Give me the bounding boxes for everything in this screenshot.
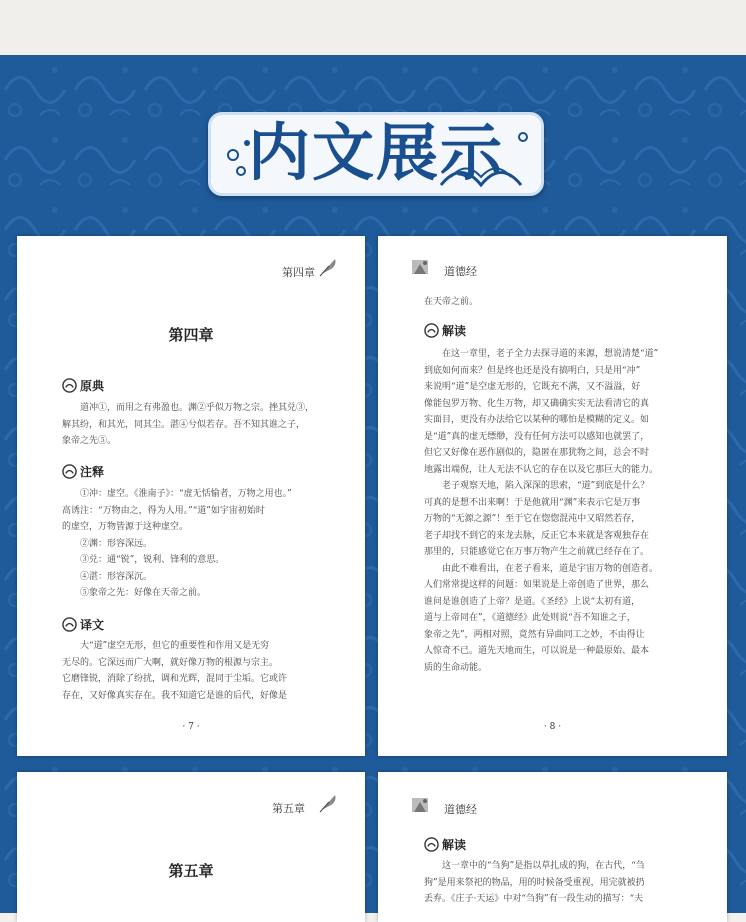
reading-line: 在这一章里，老子全力去探寻道的来源，想说清楚“道”	[442, 349, 659, 359]
reading-line: 是“道”真的虚无缥缈，没有任何方法可以感知也就罢了，	[424, 431, 650, 442]
reading-line: 人惊奇不已。道先天地而生，可以说是一种最原始、最本	[424, 646, 650, 656]
notes-text	[62, 486, 344, 602]
quill-icon	[317, 256, 339, 278]
translation-line: 大“道”虚空无形，但它的重要性和作用又是无穷	[80, 641, 270, 651]
section-reading-label: 解读	[442, 838, 467, 852]
running-head: 道德经	[444, 265, 477, 278]
reading-line: 实面目，更没有办法给它以某种的哪怕是模糊的定义。如	[424, 415, 650, 425]
section-mark-icon	[62, 617, 77, 632]
section-reading	[424, 836, 466, 853]
original-text	[62, 400, 344, 450]
note-line: 的虚空，万物皆源于这种虚空。	[62, 522, 189, 532]
section-reading-label: 解读	[442, 324, 467, 338]
reading-line: 丢弃。《庄子·天运》中对“刍狗”有一段生动的描写：“夫	[424, 894, 644, 904]
page-number: · 8 ·	[543, 722, 562, 732]
note-line: ③兑：通“锐”，锐利、锋利的意思。	[80, 555, 225, 565]
reading-line: 象帝之先”，两相对照，竟然有异曲同工之妙，不由得让	[424, 629, 645, 640]
chapter-title: 第五章	[168, 862, 214, 880]
quill-icon	[317, 792, 339, 814]
running-head: 第四章	[282, 266, 315, 279]
section-banner	[208, 112, 544, 196]
chapter-title: 第四章	[168, 326, 214, 344]
running-head: 道德经	[444, 803, 477, 816]
reading-line: 那里的，只能感觉它在万事万物产生之前就已经存在了。	[424, 547, 650, 557]
section-mark-icon	[424, 323, 439, 338]
translation-text	[62, 638, 344, 704]
reading-line: 到底如何而来？但是终也还是没有搞明白，只是用“冲”	[424, 365, 641, 376]
section-original	[62, 377, 104, 394]
original-line: 解其纷，和其光，同其尘。湛④兮似若存。吾不知其谁之子，	[62, 419, 306, 430]
section-mark-icon	[62, 464, 77, 479]
translation-line: 它磨锋锐，消除了纷扰，调和光辉，混同于尘垢。它或许	[62, 674, 288, 684]
reading-line: 这一章中的“刍狗”是指以草扎成的狗，在古代，“刍	[442, 861, 645, 871]
section-translation-label: 译文	[80, 618, 105, 632]
reading-line: 狗”是用来祭祀的物品，用的时候备受重视，用完就被扔	[424, 877, 645, 888]
original-line: 象帝之先⑤。	[62, 436, 117, 446]
section-mark-icon	[424, 837, 439, 852]
book-logo-icon	[410, 794, 432, 816]
reading-line: 可真的是想不出来啊！于是他就用“渊”来表示它是万事	[424, 497, 641, 508]
top-band	[0, 0, 746, 55]
section-notes-label: 注释	[80, 465, 105, 479]
note-line: ②渊：形容深远。	[80, 538, 153, 549]
reading-line: 地露出端倪，让人无法不认它的存在以及它那巨大的能力。	[424, 464, 659, 475]
book-page-8	[378, 236, 727, 756]
reading-line: 谁问是谁创造了上帝？是道。《圣经》上说“太初有道，	[424, 596, 641, 607]
translation-line: 无尽的。它深远而广大啊，就好像万物的根源与宗主。	[62, 657, 279, 668]
section-mark-icon	[62, 378, 77, 393]
reading-line: 质的生命动能。	[424, 662, 488, 673]
reading-line: 由此不难看出，在老子看来，道是宇宙万物的创造者。	[442, 563, 659, 574]
banner-title: 内文展示	[247, 116, 504, 189]
reading-line: 来说明“道”是空虚无形的，它既充不满，又不溢溢，好	[424, 382, 641, 392]
running-head: 第五章	[272, 802, 305, 815]
book-page-chapter5	[17, 772, 365, 922]
reading-text	[424, 346, 708, 676]
note-line: ①冲：虚空。《淮南子》：“虚无恬愉者，万物之用也。”	[80, 489, 292, 499]
reading-line: 道与上帝同在”，《道德经》此处则说“吾不知谁之子，	[424, 613, 636, 623]
reading-line: 老子观察天地，陷入深深的思索，“道”到底是什么？	[442, 481, 650, 491]
book-logo-icon	[410, 256, 432, 278]
reading-line: 像能包罗万物、化生万物，却又确确实实无法看清它的真	[424, 398, 650, 409]
book-page-chapter5-reading	[378, 772, 727, 922]
page-number: · 7 ·	[182, 722, 200, 732]
reading-line: 人们常常提这样的问题：如果说是上帝创造了世界，那么	[424, 580, 650, 590]
section-notes	[62, 463, 104, 480]
section-translation	[62, 616, 104, 633]
note-line: ⑤象帝之先：好像在天帝之前。	[80, 588, 207, 598]
reading-line: 但它又好像在恶作剧似的，隐匿在那犹物之间，总会不时	[424, 448, 650, 458]
original-line: 道冲①，而用之有弗盈也。渊②乎似万物之宗。挫其兑③，	[80, 403, 315, 413]
section-reading	[424, 322, 466, 339]
translation-line: 存在，又好像真实存在。我不知道它是谁的后代，好像是	[62, 690, 288, 701]
reading-line: 老子却找不到它的来龙去脉，反正它本来就是客观独存在	[424, 530, 650, 541]
continued-line: 在天帝之前。	[424, 297, 479, 307]
book-page-7	[17, 236, 365, 756]
reading-text	[424, 858, 708, 908]
reading-line: 万物的“无源之源”！至于它在惚惚混沌中又昭然若存，	[424, 514, 641, 524]
note-line: 高诱注：“万物由之，得为人用。”“道”如宇宙初始时	[62, 505, 265, 516]
section-original-label: 原典	[80, 379, 105, 393]
note-line: ④湛：形容深沉。	[80, 571, 153, 582]
